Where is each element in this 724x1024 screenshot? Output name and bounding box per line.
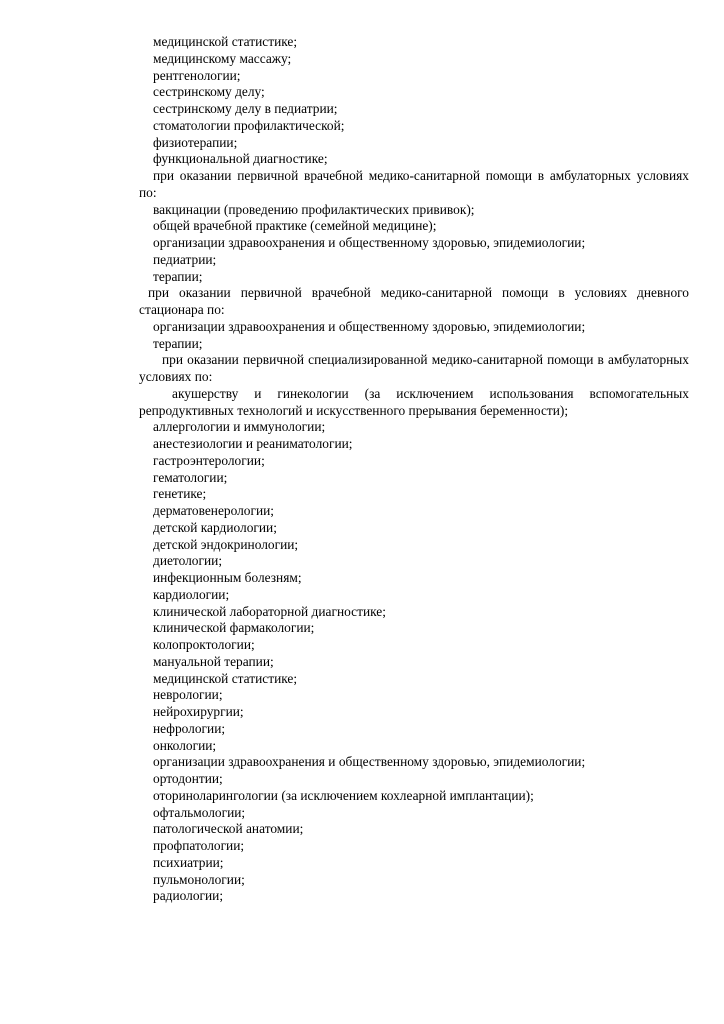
list-item: аллергологии и иммунологии; [153,419,326,435]
list-item: ортодонтии; [153,771,223,786]
list-item: анестезиологии и реаниматологии; [153,436,353,451]
list-item: гематологии; [153,469,228,485]
list-item: колопроктологии; [153,637,255,652]
list-item: организации здравоохранения и общественному здоровью, эпидемиологии; [153,318,586,334]
list-item: офтальмологии; [153,804,246,820]
list-group-d [139,419,689,905]
list-item: функциональной диагностике; [153,151,328,167]
list-item: рентгенологии; [153,67,241,83]
list-item: организации здравоохранения и общественному здоровью, эпидемиологии; [153,235,586,250]
list-group-c [139,319,689,353]
list-item: инфекционным болезням; [153,570,302,585]
list-item: терапии; [153,335,203,351]
list-item: профпатологии; [153,838,245,853]
list-group-b [139,202,689,286]
list-item: диетологии; [153,553,223,569]
list-item: организации здравоохранения и общественному здоровью, эпидемиологии; [153,754,586,770]
list-item: оториноларингологии (за исключением кохлеарной имплантации); [153,787,534,803]
list-item: сестринскому делу; [153,84,265,100]
list-item: детской кардиологии; [153,519,277,535]
section-paragraph-day-hospital: при оказании первичной врачебной медико-санитарной помощи в условиях дневного стационара по: [139,285,689,317]
list-item: мануальной терапии; [153,653,274,669]
list-item: медицинской статистике; [153,34,298,49]
list-item: патологической анатомии; [153,821,304,837]
list-item: детской эндокринологии; [153,536,299,552]
list-item: физиотерапии; [153,134,238,150]
list-item: стоматологии профилактической; [153,117,345,133]
list-item: генетике; [153,486,207,502]
list-item: терапии; [153,268,203,284]
list-item-obstetrics: акушерству и гинекологии (за исключением использования вспомогательных репродуктивных технологий и искусственного прерывания беременности); [139,385,689,418]
list-item: клинической лабораторной диагностике; [153,603,386,619]
list-item: психиатрии; [153,854,224,870]
section-paragraph-specialized-ambulatory: при оказании первичной специализированной медико-санитарной помощи в амбулаторных условиях по: [139,352,689,384]
list-item: общей врачебной практике (семейной медицине); [153,218,437,234]
list-item: педиатрии; [153,251,217,267]
list-item: вакцинации (проведению профилактических прививок); [153,201,475,217]
list-item: неврологии; [153,687,223,703]
document-page [139,34,689,905]
section-paragraph-primary-ambulatory: при оказании первичной врачебной медико-санитарной помощи в амбулаторных условиях по: [139,168,689,200]
list-group-a [139,34,689,168]
list-item: онкологии; [153,737,217,753]
list-item: клинической фармакологии; [153,620,315,636]
list-item: дерматовенерологии; [153,503,275,518]
list-item: сестринскому делу в педиатрии; [153,101,338,116]
list-item: медицинской статистике; [153,670,298,686]
list-item: нейрохирургии; [153,704,244,719]
list-item: медицинскому массажу; [153,50,292,66]
list-item: кардиологии; [153,586,230,602]
list-item: гастроэнтерологии; [153,452,265,468]
list-item: нефрологии; [153,720,226,736]
list-item: радиологии; [153,888,224,904]
list-item: пульмонологии; [153,871,245,887]
